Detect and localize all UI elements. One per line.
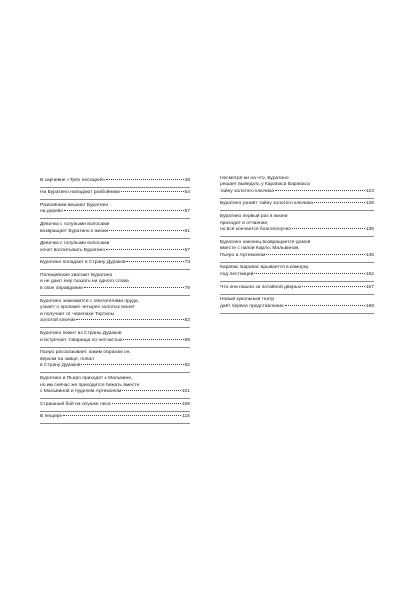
toc-entry-last-line: [40, 402, 190, 409]
dot-leader: [121, 191, 184, 192]
toc-entry-title-line: в Страну Дураков: [40, 363, 81, 369]
toc-entry-title-line: и не дают ему сказать ни одного слова: [40, 279, 129, 285]
toc-entry-title-line: решает выведать у Карабаса Барабаса: [220, 182, 310, 188]
dot-leader: [106, 249, 183, 250]
dot-leader: [122, 390, 181, 391]
toc-entry-title-line: на дерево: [40, 209, 64, 215]
dot-leader: [76, 319, 183, 320]
toc-entry-page-number: 73: [184, 260, 190, 266]
toc-entry-title-line: В харчевне «Трёх пескарей»: [40, 177, 106, 183]
toc-entry-title-line: Буратино попадает в Страну Дураков: [40, 260, 126, 266]
toc-entry-title-line: вместе с папой Карло, Мальвиной,: [220, 246, 300, 252]
dot-leader: [266, 254, 365, 255]
toc-entry-page-number: 61: [184, 228, 190, 234]
toc-entry-last-line: [40, 286, 190, 293]
toc-entry-page-number: 101: [181, 389, 190, 395]
toc-entry: [40, 399, 190, 412]
toc-entry-page-number: 145: [365, 252, 374, 258]
toc-entry-last-line: [40, 414, 190, 421]
toc-entry-page-number: 152: [365, 272, 374, 278]
toc-entry-page-number: 115: [182, 414, 190, 420]
toc-entry: [40, 412, 190, 425]
toc-entry-page-number: 108: [181, 401, 190, 407]
dot-leader: [106, 179, 183, 180]
toc-entry-title-line: возвращает Буратино к жизни: [40, 228, 109, 234]
toc-entry-page-number: 57: [184, 209, 190, 215]
toc-entry-last-line: [40, 389, 190, 396]
toc-entry-title-line: золотой ключик: [40, 318, 76, 324]
toc-entry-last-line: [220, 253, 374, 260]
toc-entry: [220, 295, 374, 314]
toc-entry-page-number: 67: [184, 247, 190, 253]
toc-entry-title-line: узнаёт о пропаже четырёх золотых монет: [40, 305, 135, 311]
toc-entry-page-number: 79: [184, 286, 190, 292]
dot-leader: [275, 190, 365, 191]
toc-entry: [220, 237, 374, 263]
toc-entry-title-line: и получает от черепахи Тортилы: [40, 311, 115, 317]
toc-entry-last-line: [220, 201, 374, 208]
toc-entry-last-line: [40, 209, 190, 216]
toc-entry: [40, 239, 190, 258]
dot-leader: [254, 273, 364, 274]
toc-entry-title-line: Разбойники вешают Буратино: [40, 202, 109, 208]
toc-entry-last-line: [220, 285, 374, 292]
toc-entry: [40, 348, 190, 374]
toc-entry-last-line: [40, 318, 190, 325]
toc-entry-title-line: Буратино наконец возвращается домой: [220, 239, 311, 245]
toc-entry-page-number: 54: [184, 190, 190, 196]
dot-leader: [84, 287, 184, 288]
toc-entry-title-line: но им сейчас же приходится бежать вместе: [40, 382, 140, 388]
toc-entry-title-line: и встречает товарища по несчастью: [40, 337, 123, 343]
dot-leader: [109, 230, 183, 231]
toc-entry: [220, 199, 374, 212]
toc-entry-last-line: [220, 227, 374, 234]
toc-entry-title-line: приходит в отчаяние,: [220, 220, 269, 226]
toc-entry: [40, 219, 190, 238]
toc-entry-title-line: в свое оправдание: [40, 286, 83, 292]
dot-leader: [126, 261, 183, 262]
toc-entry: [40, 296, 190, 328]
toc-entry-title-line: Буратино знакомится с обитателями пруда,: [40, 298, 139, 304]
toc-entry-last-line: [40, 190, 190, 197]
toc-entry-page-number: 89: [184, 337, 190, 343]
toc-entry-page-number: 49: [184, 177, 190, 183]
toc-entry-page-number: 128: [365, 201, 374, 207]
toc-entry: [220, 282, 374, 295]
toc-entry-last-line: [40, 338, 190, 345]
toc-entry-title-line: Страшный бой на опушке леса: [40, 401, 111, 407]
dot-leader: [292, 228, 365, 229]
toc-entry-page-number: 92: [184, 363, 190, 369]
toc-entry-page-number: 83: [184, 318, 190, 324]
toc-entry-title-line: Буратино бежит из Страны Дураков: [40, 330, 122, 336]
toc-entry-page-number: 135: [365, 227, 374, 233]
toc-entry-last-line: [40, 229, 190, 236]
toc-entry-page-number: 168: [365, 303, 374, 309]
toc-entry-last-line: [40, 260, 190, 267]
toc-entry-last-line: [220, 272, 374, 279]
toc-entry: [40, 258, 190, 271]
toc-entry-title-line: Буратино узнаёт тайну золотого ключика: [220, 201, 313, 207]
toc-entry: [40, 175, 190, 188]
toc-right-column: [220, 173, 374, 314]
toc-entry-title-line: На Буратино нападают разбойники: [40, 190, 120, 196]
toc-entry-title-line: Буратино первый раз в жизни: [220, 213, 288, 219]
toc-entry: [220, 211, 374, 237]
toc-entry-last-line: [220, 304, 374, 311]
dot-leader: [81, 364, 183, 365]
dot-leader: [285, 305, 365, 306]
toc-entry-title-line: верхом на зайце, попал: [40, 356, 95, 362]
toc-entry-page-number: 123: [365, 188, 374, 194]
dot-leader: [112, 403, 181, 404]
toc-entry-title-line: под лестницей: [220, 272, 254, 278]
toc-entry-title-line: хочет воспитывать Буратино: [40, 247, 106, 253]
toc-entry-last-line: [40, 363, 190, 370]
toc-entry: [40, 200, 190, 219]
toc-entry-title-line: Пьеро и Артемоном: [220, 252, 266, 258]
toc-entry: [40, 270, 190, 296]
dot-leader: [123, 339, 183, 340]
toc-entry-last-line: [220, 189, 374, 196]
toc-entry-title-line: с Мальвиной и пуделем Артемоном: [40, 389, 122, 395]
toc-entry: [220, 173, 374, 199]
toc-entry-title-line: Буратино и Пьеро приходят к Мальвине,: [40, 375, 133, 381]
dot-leader: [64, 210, 183, 211]
toc-entry-title-line: Новый кукольный театр: [220, 297, 275, 303]
toc-entry: [220, 263, 374, 282]
toc-entry-title-line: тайну золотого ключика: [220, 188, 274, 194]
toc-entry-title-line: Карабас Барабас врывается в каморку: [220, 265, 309, 271]
toc-left-column: [40, 175, 190, 424]
toc-entry-title-line: даёт первое представление: [220, 303, 284, 309]
toc-entry-title-line: но всё кончается благополучно: [220, 227, 292, 233]
toc-entry-page-number: 157: [365, 284, 374, 290]
toc-entry-title-line: Полицейские хватают Буратино: [40, 272, 113, 278]
toc-entry: [40, 328, 190, 347]
toc-entry-last-line: [40, 178, 190, 185]
toc-entry-title-line: Пьеро рассказывает, каким образом он,: [40, 350, 131, 356]
toc-entry: [40, 188, 190, 201]
toc-entry-title-line: В пещере: [40, 414, 63, 420]
dot-leader: [314, 202, 365, 203]
dot-leader: [302, 286, 365, 287]
dot-leader: [63, 415, 181, 416]
toc-entry-title-line: Что они нашли за потайной дверью: [220, 284, 302, 290]
toc-entry: [40, 373, 190, 399]
toc-entry-title-line: Несмотря ни на что, Буратино: [220, 175, 289, 181]
toc-entry-title-line: Девочка с голубыми волосами: [40, 221, 110, 227]
toc-entry-title-line: Девочка с голубыми волосами: [40, 241, 110, 247]
toc-entry-last-line: [40, 248, 190, 255]
